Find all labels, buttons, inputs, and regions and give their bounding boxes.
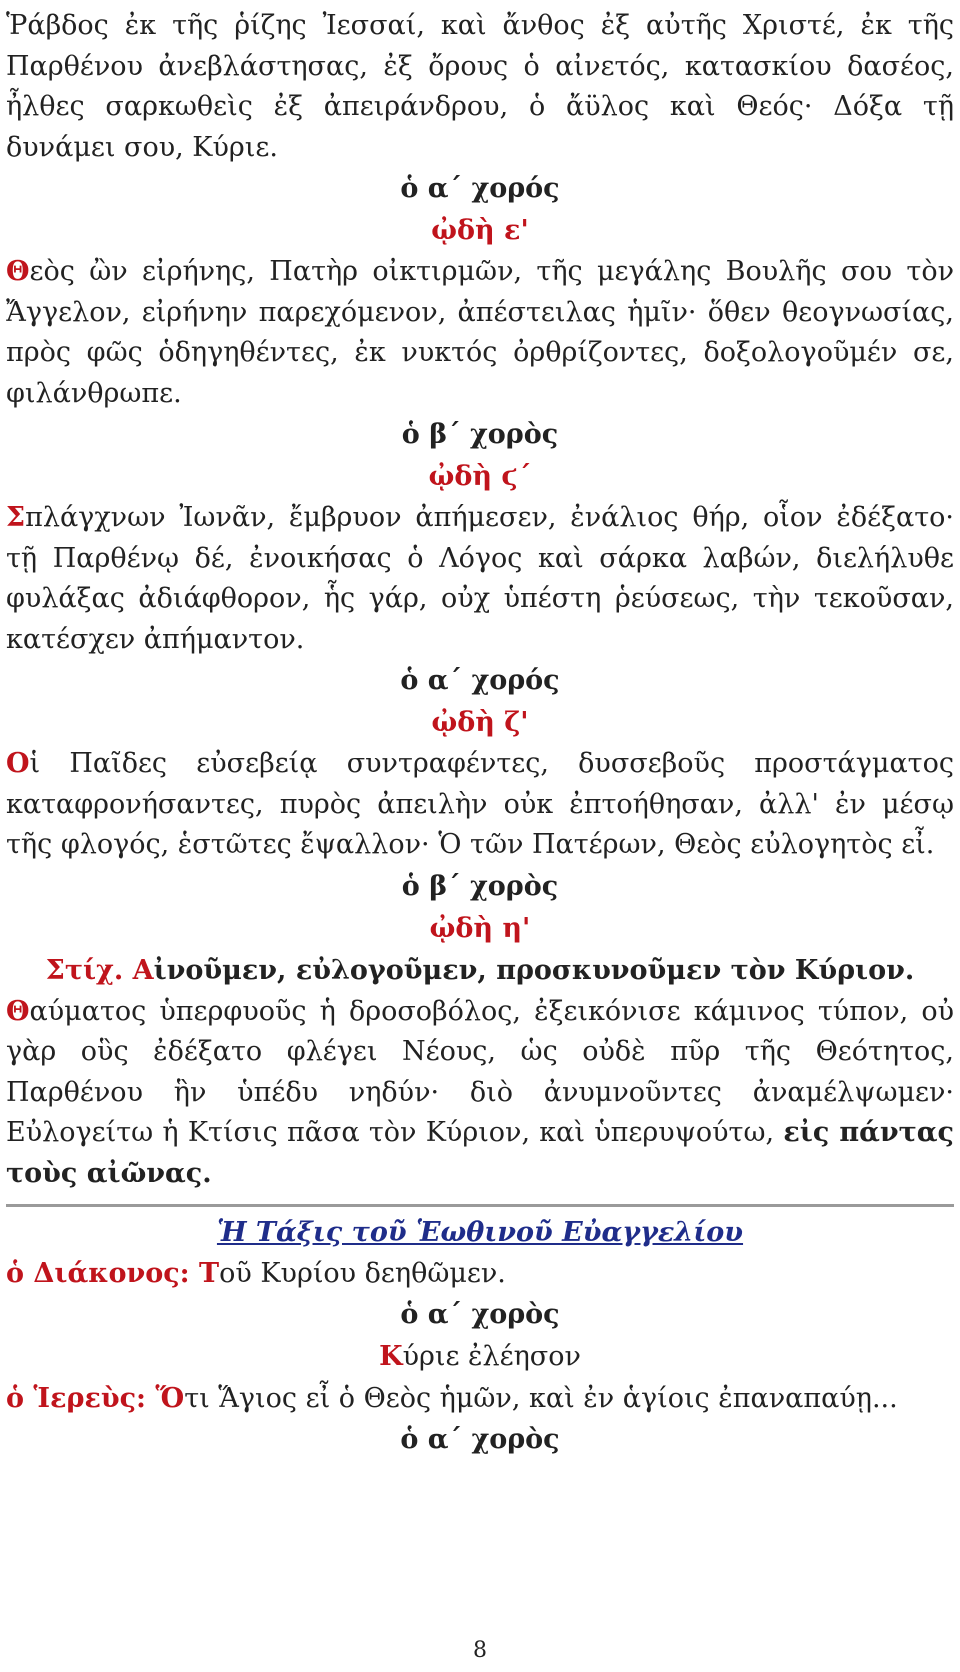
initial-letter: Ο xyxy=(6,748,30,779)
initial-letter: Α xyxy=(132,954,154,986)
hymn-paragraph xyxy=(6,252,954,414)
initial-letter: Θ xyxy=(6,995,30,1027)
section-divider xyxy=(6,1204,954,1207)
choir-heading: ὁ β΄ χορὸς xyxy=(401,419,559,450)
initial-letter: Κ xyxy=(379,1341,403,1372)
hymn-text: πλάγχνων Ἰωνᾶν, ἔμβρυον ἀπήμεσεν, ἐνάλιος θήρ, οἷον ἐδέξατο· τῇ Παρθένῳ δέ, ἐνοικήσας ὁ Λόγος καὶ σάρκα λαβών, διελήλυθε φυλάξας ἀδιάφθορον, ἧς γάρ, οὐχ ὑπέστη ῥεύσεως, τὴν τεκοῦσαν, κατέσχεν ἀπήμαντον. xyxy=(6,502,954,655)
petition-text: οῦ Κυρίου δεηθῶμεν. xyxy=(219,1258,506,1289)
initial-letter: Σ xyxy=(6,502,26,533)
document-page xyxy=(6,6,954,1461)
initial-letter: Τ xyxy=(189,1258,220,1289)
hymn-ending: εἰς πάντας τοὺς αἰῶνας. xyxy=(6,1117,955,1189)
choir-heading: ὁ β΄ χορὸς xyxy=(401,870,559,902)
role-label: ιάκονος: xyxy=(54,1258,190,1289)
choir-heading: ὁ α΄ χορός xyxy=(400,665,560,696)
exclamation-text: τι Ἅγιος εἶ ὁ Θεὸς ἡμῶν, καὶ ἐν ἁγίοις ἐπαναπαύῃ... xyxy=(184,1383,898,1414)
hymn-paragraph xyxy=(6,498,954,660)
verse-text: ἰνοῦμεν, εὐλογοῦμεν, προσκυνοῦμεν τὸν Κύριον. xyxy=(153,954,915,986)
role-article: ὁ xyxy=(6,1258,34,1289)
hymn-text: αύματος ὑπερφυοῦς ἡ δροσοβόλος, ἐξεικόνισε κάμινος τύπον, οὐ γὰρ οὓς ἐδέξατο φλέγει Νέους, ὡς οὐδὲ πῦρ τῆς Θεότητος, Παρθένου ἣν ὑπέδυ νηδύν· διὸ ἀνυμνοῦντες ἀναμέλψωμεν· Εὐλογείτω ἡ Κτίσις πᾶσα τὸν Κύριον, καὶ ὑπερυψούτω, xyxy=(6,995,954,1148)
deacon-line xyxy=(6,1253,954,1294)
initial-letter: Ὅ xyxy=(146,1383,185,1414)
ode-heading: ᾠδὴ ζ' xyxy=(431,707,529,738)
role-initial: Δ xyxy=(33,1258,55,1289)
hymn-text: ἱ Παῖδες εὐσεβείᾳ συντραφέντες, δυσσεβοῦς προστάγματος καταφρονήσαντες, πυρὸς ἀπειλὴν οὐκ ἐπτοήθησαν, ἀλλ' ἐν μέσῳ τῆς φλογός, ἑστῶτες ἔψαλλον· Ὁ τῶν Πατέρων, Θεὸς εὐλογητὸς εἶ. xyxy=(6,748,954,860)
page-number: 8 xyxy=(473,1638,487,1663)
ode-heading: ᾠδὴ ε' xyxy=(431,215,529,246)
ode-heading: ᾠδὴ η' xyxy=(429,912,531,944)
choir-heading: ὁ α΄ χορὸς xyxy=(400,1424,560,1455)
verse-label: Στίχ. xyxy=(45,954,124,986)
hymn-paragraph xyxy=(6,992,954,1195)
kyrie-line xyxy=(6,1336,954,1378)
section-title: Ἡ Τάξις τοῦ Ἑωθινοῦ Εὐαγγελίου xyxy=(216,1217,744,1248)
role-label: ὁ Ἱερεὺς: xyxy=(6,1383,146,1414)
hymn-paragraph xyxy=(6,744,954,866)
kyrie-text: ύριε ἐλέησον xyxy=(402,1341,581,1372)
priest-line xyxy=(6,1378,954,1419)
hymn-text: εὸς ὢν εἰρήνης, Πατὴρ οἰκτιρμῶν, τῆς μεγάλης Βουλῆς σου τὸν Ἄγγελον, εἰρήνην παρεχόμενον, ἀπέστειλας ἡμῖν· ὅθεν θεογνωσίας, πρὸς φῶς ὁδηγηθέντες, ἐκ νυκτός ὀρθρίζοντες, δοξολογοῦμέν σε, φιλάνθρωπε. xyxy=(6,256,954,409)
verse-line xyxy=(6,950,954,992)
choir-heading: ὁ α΄ χορὸς xyxy=(400,1299,560,1330)
initial-letter: Θ xyxy=(6,256,30,287)
ode-heading: ᾠδὴ ϛ΄ xyxy=(428,461,532,492)
troparion-text: Ῥάβδος ἐκ τῆς ῥίζης Ἰεσσαί, καὶ ἄνθος ἐξ αὐτῆς Χριστέ, ἐκ τῆς Παρθένου ἀνεβλάστησας, ἐξ ὄρους ὁ αἰνετός, κατασκίου δασέος, ἦλθες σαρκωθεὶς ἐξ ἀπειράνδρου, ὁ ἄϋλος καὶ Θεός· Δόξα τῇ δυνάμει σου, Κύριε. xyxy=(6,10,954,163)
choir-heading: ὁ α΄ χορός xyxy=(400,173,560,204)
